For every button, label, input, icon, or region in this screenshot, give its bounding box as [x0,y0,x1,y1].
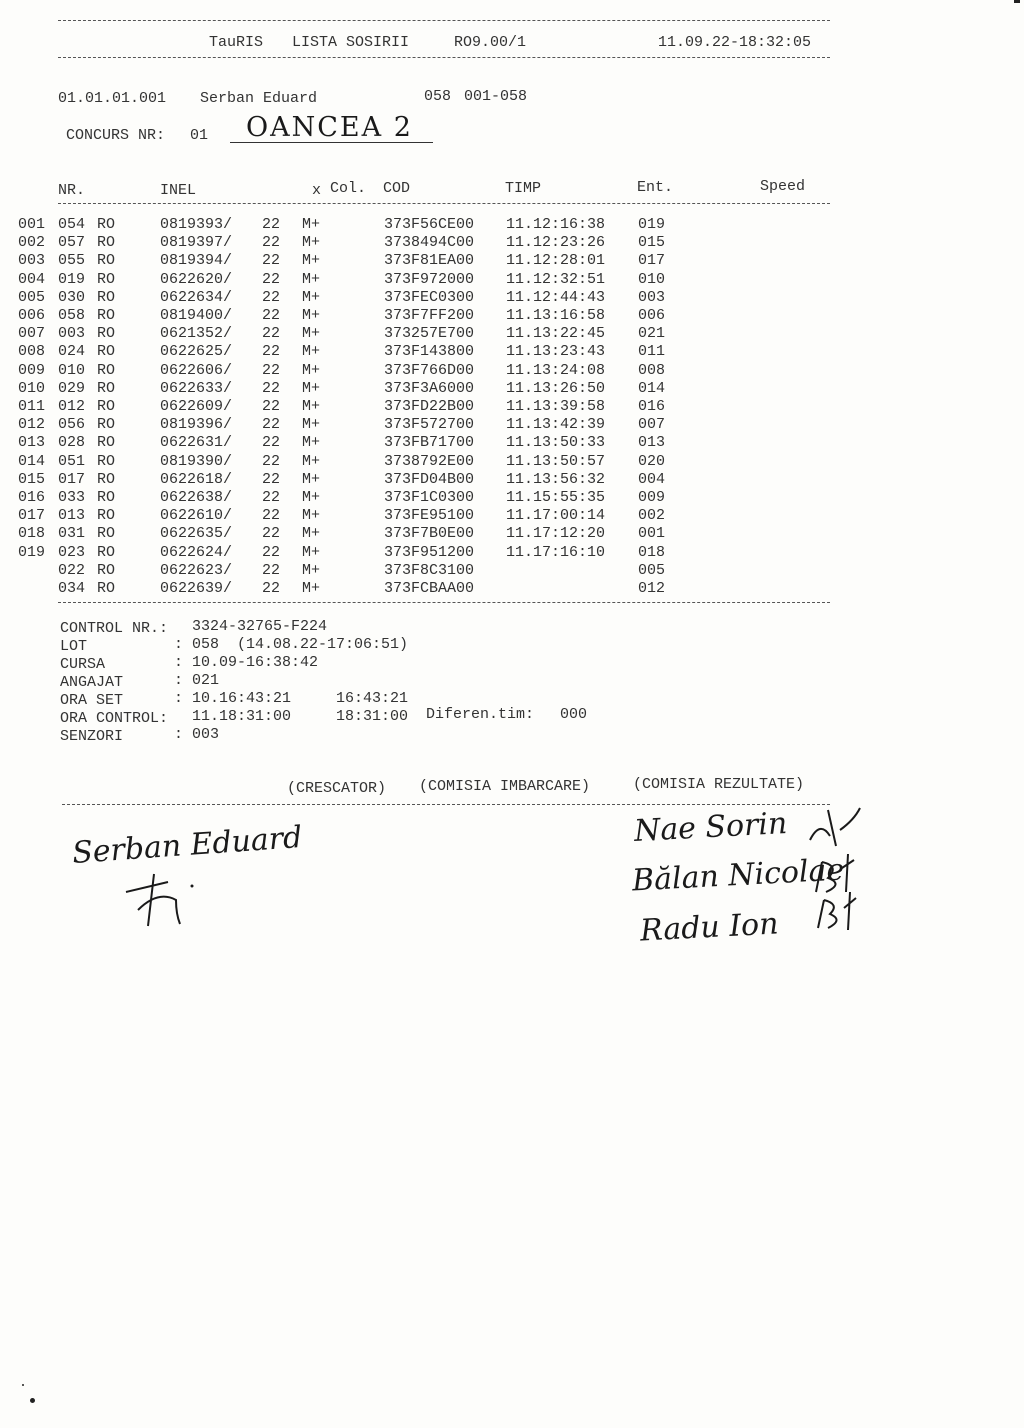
committee-signature-3: Radu Ion [639,906,780,949]
row-ring-number: 0622635/ [160,525,233,543]
row-bird-number: 055 [58,252,86,270]
table-row [0,362,840,380]
row-country: RO [97,325,116,343]
row-country: RO [97,489,116,506]
row-arrival-time: 11.13:22:45 [506,325,606,343]
row-entry-number: 019 [638,216,666,233]
row-bird-number: 054 [58,216,86,233]
row-ring-year: 22 [262,470,281,488]
table-row [0,416,840,434]
row-sex-class: M+ [302,561,321,579]
row-arrival-time: 11.13:23:43 [506,343,606,361]
row-bird-number: 034 [58,580,86,597]
row-bird-number: 024 [58,343,86,361]
row-country: RO [97,543,116,561]
row-ring-year: 22 [262,561,281,579]
committee-initials-marks [800,800,870,940]
row-entry-number: 013 [638,434,666,452]
row-country: RO [97,288,116,306]
table-row [0,325,840,343]
row-ring-year: 22 [262,525,281,543]
version-code: RO9.00/1 [454,34,527,51]
row-ring-number: 0622625/ [160,343,233,361]
row-sex-class: M+ [302,252,321,270]
row-ring-year: 22 [262,452,281,470]
row-ring-number: 0622624/ [160,543,233,561]
row-country: RO [97,507,116,525]
row-bird-number: 017 [58,470,86,488]
signature-rule [62,804,830,805]
row-position: 002 [18,234,46,252]
row-ring-number: 0622634/ [160,288,233,306]
row-bird-number: 056 [58,416,86,434]
row-position: 013 [18,434,46,452]
row-arrival-time: 11.12:23:26 [506,234,606,252]
row-chip-code: 373F972000 [384,270,475,288]
table-row [0,562,840,580]
committee-signature-2: Bălan Nicolae [631,852,845,899]
row-entry-number: 004 [638,470,666,488]
scan-speck [1014,0,1020,3]
row-entry-number: 017 [638,252,666,270]
header-bottom-rule [58,57,830,58]
row-sex-class: M+ [302,398,321,415]
row-chip-code: 373FD04B00 [384,470,475,488]
row-entry-number: 016 [638,398,666,415]
row-position: 018 [18,525,46,543]
table-header-rule [58,203,830,204]
header-top-rule [58,20,830,21]
row-sex-class: M+ [302,525,321,543]
contest-name-underline [230,142,433,143]
row-ring-year: 22 [262,543,281,561]
document-title: LISTA SOSIRII [292,34,410,51]
row-country: RO [97,561,116,579]
row-position: 012 [18,416,46,434]
row-arrival-time: 11.17:00:14 [506,507,606,525]
row-chip-code: 373F1C0300 [384,489,475,506]
row-ring-year: 22 [262,361,281,379]
row-arrival-time: 11.15:55:35 [506,489,606,506]
row-sex-class: M+ [302,452,321,470]
row-chip-code: 373F8C3100 [384,561,475,579]
col-header-cod: COD [383,180,411,197]
diferen-value: 000 [560,706,588,723]
row-chip-code: 373FE95100 [384,507,475,525]
row-ring-year: 22 [262,343,281,361]
row-entry-number: 020 [638,452,666,470]
row-country: RO [97,398,116,415]
senzori-value: : 003 [174,726,220,743]
row-entry-number: 005 [638,561,666,579]
row-ring-year: 22 [262,216,281,233]
row-position: 003 [18,252,46,270]
ora-control-label: ORA CONTROL: [60,710,169,727]
table-bottom-rule [58,602,830,603]
row-entry-number: 006 [638,307,666,324]
col-header-col: Col. [330,180,367,197]
row-ring-number: 0622606/ [160,361,233,379]
row-country: RO [97,234,116,252]
row-ring-year: 22 [262,379,281,397]
table-row [0,453,840,471]
contest-name-handwritten: OANCEA 2 [246,112,413,143]
row-sex-class: M+ [302,325,321,343]
ora-set-label: ORA SET [60,692,124,709]
ora-control-time: 18:31:00 [336,708,409,725]
row-entry-number: 015 [638,234,666,252]
row-chip-code: 373F7B0E00 [384,525,475,543]
row-ring-number: 0622638/ [160,489,233,506]
row-chip-code: 373FB71700 [384,434,475,452]
breeder-signature-mark [118,870,198,930]
row-ring-year: 22 [262,398,281,415]
ora-control-value: 11.18:31:00 [192,708,292,725]
row-chip-code: 373FEC0300 [384,288,475,306]
row-position: 011 [18,398,46,415]
cursa-value: : 10.09-16:38:42 [174,654,319,671]
lot-value: : 058 (14.08.22-17:06:51) [174,636,409,653]
row-chip-code: 373FD22B00 [384,398,475,415]
row-arrival-time: 11.13:26:50 [506,379,606,397]
ora-set-time: 16:43:21 [336,690,409,707]
row-bird-number: 058 [58,307,86,324]
row-ring-number: 0819400/ [160,307,233,324]
row-arrival-time: 11.12:28:01 [506,252,606,270]
row-ring-year: 22 [262,580,281,597]
row-entry-number: 009 [638,489,666,506]
table-row [0,343,840,361]
row-sex-class: M+ [302,216,321,233]
row-ring-number: 0819394/ [160,252,233,270]
row-ring-number: 0819393/ [160,216,233,233]
row-bird-number: 031 [58,525,86,543]
col-header-timp: TIMP [505,180,542,197]
row-country: RO [97,580,116,597]
row-chip-code: 373F143800 [384,343,475,361]
row-entry-number: 002 [638,507,666,525]
row-ring-number: 0622623/ [160,561,233,579]
row-entry-number: 021 [638,325,666,343]
row-ring-number: 0622609/ [160,398,233,415]
table-row [0,271,840,289]
row-bird-number: 030 [58,288,86,306]
row-arrival-time: 11.13:56:32 [506,470,606,488]
table-row [0,489,840,507]
row-entry-number: 001 [638,525,666,543]
row-arrival-time: 11.13:50:57 [506,452,606,470]
row-ring-year: 22 [262,325,281,343]
row-ring-number: 0622639/ [160,580,233,597]
row-ring-year: 22 [262,416,281,434]
fancier-name: Serban Eduard [200,90,318,107]
crescator-label: (CRESCATOR) [287,780,387,797]
row-entry-number: 010 [638,270,666,288]
col-header-speed: Speed [760,178,806,195]
angajat-value: : 021 [174,672,220,689]
row-bird-number: 012 [58,398,86,415]
row-bird-number: 051 [58,452,86,470]
row-position: 009 [18,361,46,379]
row-sex-class: M+ [302,343,321,361]
row-arrival-time: 11.12:32:51 [506,270,606,288]
row-bird-number: 057 [58,234,86,252]
table-row [0,580,840,598]
contest-number: 01 [190,127,209,144]
row-arrival-time: 11.13:16:58 [506,307,606,324]
table-row [0,434,840,452]
table-row [0,398,840,416]
row-position: 014 [18,452,46,470]
row-country: RO [97,434,116,452]
table-row [0,234,840,252]
row-position: 010 [18,379,46,397]
angajat-label: ANGAJAT [60,674,124,691]
row-ring-year: 22 [262,307,281,324]
row-bird-number: 019 [58,270,86,288]
row-sex-class: M+ [302,288,321,306]
control-label: CONTROL NR.: [60,620,169,637]
col-header-ent: Ent. [637,179,674,196]
row-sex-class: M+ [302,234,321,252]
table-row [0,525,840,543]
row-ring-number: 0621352/ [160,325,233,343]
row-ring-year: 22 [262,288,281,306]
row-ring-number: 0819390/ [160,452,233,470]
row-country: RO [97,416,116,434]
row-bird-number: 010 [58,361,86,379]
row-bird-number: 013 [58,507,86,525]
row-position: 001 [18,216,46,233]
row-entry-number: 012 [638,580,666,597]
table-row [0,307,840,325]
table-row [0,380,840,398]
scan-speck [30,1398,35,1403]
row-country: RO [97,379,116,397]
row-sex-class: M+ [302,434,321,452]
row-bird-number: 023 [58,543,86,561]
row-ring-year: 22 [262,507,281,525]
row-position: 015 [18,470,46,488]
row-chip-code: 373F56CE00 [384,216,475,233]
row-ring-number: 0622620/ [160,270,233,288]
row-ring-year: 22 [262,434,281,452]
row-sex-class: M+ [302,416,321,434]
row-arrival-time: 11.13:50:33 [506,434,606,452]
col-header-inel: INEL [160,182,197,199]
row-position: 006 [18,307,46,324]
row-arrival-time: 11.17:12:20 [506,525,606,543]
row-sex-class: M+ [302,470,321,488]
row-entry-number: 007 [638,416,666,434]
fancier-code: 01.01.01.001 [58,90,167,107]
bird-count: 058 [424,88,452,105]
row-chip-code: 373257E700 [384,325,475,343]
row-ring-number: 0819396/ [160,416,233,434]
row-position: 007 [18,325,46,343]
row-country: RO [97,270,116,288]
row-chip-code: 3738494C00 [384,234,475,252]
control-value: 3324-32765-F224 [192,618,328,635]
row-sex-class: M+ [302,361,321,379]
row-chip-code: 3738792E00 [384,452,475,470]
row-country: RO [97,452,116,470]
row-sex-class: M+ [302,507,321,525]
row-sex-class: M+ [302,489,321,506]
row-position: 019 [18,543,46,561]
print-datetime: 11.09.22-18:32:05 [658,34,812,51]
row-ring-number: 0819397/ [160,234,233,252]
row-chip-code: 373F572700 [384,416,475,434]
diferen-label: Diferen.tim: [426,706,535,723]
lot-label: LOT [60,638,88,655]
row-position: 017 [18,507,46,525]
scan-speck [22,1384,24,1386]
bird-range: 001-058 [464,88,528,105]
row-sex-class: M+ [302,270,321,288]
row-bird-number: 033 [58,489,86,506]
row-bird-number: 003 [58,325,86,343]
row-position: 008 [18,343,46,361]
cursa-label: CURSA [60,656,106,673]
row-ring-year: 22 [262,252,281,270]
rezultate-label: (COMISIA REZULTATE) [633,776,805,793]
row-ring-number: 0622633/ [160,379,233,397]
row-bird-number: 029 [58,379,86,397]
row-position: 004 [18,270,46,288]
row-ring-number: 0622610/ [160,507,233,525]
table-row [0,216,840,234]
row-ring-year: 22 [262,234,281,252]
row-entry-number: 014 [638,379,666,397]
row-arrival-time: 11.13:42:39 [506,416,606,434]
row-country: RO [97,470,116,488]
col-header-nr: NR. [58,182,86,199]
row-country: RO [97,307,116,324]
row-sex-class: M+ [302,379,321,397]
row-position: 005 [18,288,46,306]
committee-signature-1: Nae Sorin [633,806,789,849]
row-bird-number: 022 [58,561,86,579]
row-sex-class: M+ [302,543,321,561]
table-row [0,544,840,562]
row-position: 016 [18,489,46,506]
table-row [0,471,840,489]
row-ring-number: 0622618/ [160,470,233,488]
row-arrival-time: 11.13:24:08 [506,361,606,379]
row-arrival-time: 11.12:16:38 [506,216,606,233]
senzori-label: SENZORI [60,728,124,745]
table-row [0,252,840,270]
row-chip-code: 373F81EA00 [384,252,475,270]
row-chip-code: 373F951200 [384,543,475,561]
breeder-signature-name: Serban Eduard [71,820,304,871]
row-country: RO [97,525,116,543]
table-row [0,289,840,307]
row-chip-code: 373F7FF200 [384,307,475,324]
contest-label: CONCURS NR: [66,127,166,144]
row-entry-number: 011 [638,343,666,361]
row-chip-code: 373F766D00 [384,361,475,379]
row-ring-year: 22 [262,270,281,288]
row-entry-number: 008 [638,361,666,379]
row-arrival-time: 11.13:39:58 [506,398,606,415]
row-entry-number: 003 [638,288,666,306]
row-bird-number: 028 [58,434,86,452]
row-chip-code: 373F3A6000 [384,379,475,397]
imbarcare-label: (COMISIA IMBARCARE) [419,778,591,795]
row-country: RO [97,343,116,361]
row-country: RO [97,216,116,233]
row-sex-class: M+ [302,307,321,324]
row-country: RO [97,361,116,379]
row-arrival-time: 11.17:16:10 [506,543,606,561]
row-country: RO [97,252,116,270]
software-name: TauRIS [209,34,264,51]
table-row [0,507,840,525]
row-ring-number: 0622631/ [160,434,233,452]
col-header-x: x [312,182,322,199]
ora-set-value: : 10.16:43:21 [174,690,292,707]
row-sex-class: M+ [302,580,321,597]
row-chip-code: 373FCBAA00 [384,580,475,597]
row-arrival-time: 11.12:44:43 [506,288,606,306]
row-entry-number: 018 [638,543,666,561]
row-ring-year: 22 [262,489,281,506]
